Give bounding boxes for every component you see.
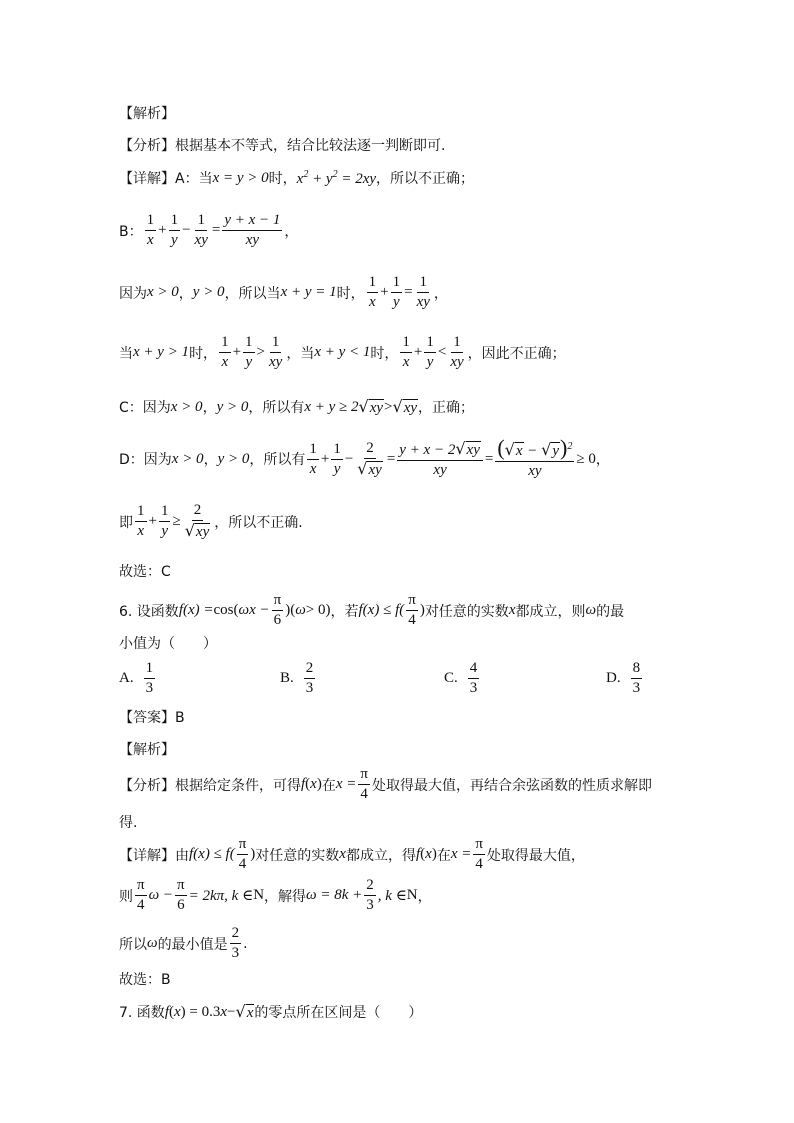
- equation-x2-y2: $x^2 + y^2 = 2xy$: [296, 168, 377, 187]
- detail-b3-line: 当 x + y > 1 时， $\frac{1}{x}$ + $\frac{1}{y}$ > $\frac{1}{xy}$ ，当 x + y < 1 时， $\frac{1}{x}$ + $\frac{1}{y}$ < $\frac{1}{xy}$ ，因此不正确；: [119, 334, 566, 370]
- option-b: B. $\frac{2}{3}$: [280, 660, 314, 696]
- option-a: A. $\frac{1}{3}$: [119, 660, 154, 696]
- q6-analysis-line: 【分析】 根据给定条件，可得 f ( x ) 在 x = $\frac{\pi}{4}$ 处取得最大值，再结合余弦函数的性质求解即: [119, 766, 652, 802]
- answer-line: 故选：C: [119, 564, 171, 580]
- fraction: $\frac{1}{x}$: [146, 212, 155, 248]
- fraction: $\frac{1}{y}$: [170, 212, 179, 248]
- analysis-heading-6: 【解析】: [119, 742, 175, 758]
- fraction: $\frac{y + x - 1}{xy}$: [224, 212, 281, 248]
- q6-analysis-cont: 得.: [119, 815, 138, 831]
- q6-answer-line: 故选：B: [119, 972, 171, 988]
- inequality-amgm: x + y ≥ 2: [304, 398, 359, 415]
- detail-b2-line: 因为 x > 0 ， y > 0 ，所以当 x + y = 1 时， $\frac{1}{x}$ + $\frac{1}{y}$ = $\frac{1}{xy}$ ，: [119, 274, 448, 310]
- option-c: C. $\frac{4}{3}$: [444, 660, 478, 696]
- answer-key: 【答案】B: [119, 710, 185, 726]
- fraction: $\frac{1}{xy}$: [194, 212, 208, 248]
- q6-detail-line-3: 所以 ω 的最小值是 $\frac{2}{3}$ .: [119, 925, 248, 961]
- q6-detail-line-2: 则 $\frac{\pi}{4}$ ω − $\frac{\pi}{6}$ = 2kπ, k ∈ N ，解得 ω = 8k + $\frac{2}{3}$ , k ∈ N ，: [119, 877, 432, 913]
- question-7-stem: 7. 函数 f ( x ) = 0.3 x − √ x 的零点所在区间是（ ）: [119, 1001, 423, 1021]
- detail-d-line: D：因为 x > 0 ， y > 0 ，所以有 $\frac{1}{x}$ + $\frac{1}{y}$ − 2 √ xy = y + x − 2 √ xy xy = ( √ x − √ y )$^2$ xy ≥ 0 ，: [119, 435, 610, 479]
- option-d: D. $\frac{8}{3}$: [606, 660, 641, 696]
- detail-a-line: 【详解】 A：当 x = y > 0 时， $x^2 + y^2 = 2xy$ ，所以不正确；: [119, 168, 475, 187]
- detail-d2-line: 即 $\frac{1}{x}$ + $\frac{1}{y}$ ≥ 2 √ xy ，所以不正确.: [119, 502, 303, 540]
- question-6-stem: 6. 设函数 f(x) = cos( ωx − $\frac{\pi}{6}$ )( ω > 0) ，若 f(x) ≤ f( $\frac{\pi}{4}$ ) 对任意的实数 x 都成立，则 ω 的最: [119, 592, 625, 628]
- analysis-heading: 【解析】: [119, 106, 175, 122]
- q6-detail-line: 【详解】 由 f(x) ≤ f( $\frac{\pi}{4}$ ) 对任意的实数 x 都成立，得 f ( x ) 在 x = $\frac{\pi}{4}$ 处取得最大值，: [119, 836, 585, 872]
- question-6-stem-cont: 小值为（ ）: [119, 636, 217, 652]
- detail-b-line: B： $\frac{1}{x}$ + $\frac{1}{y}$ − $\frac{1}{xy}$ = $\frac{y + x - 1}{xy}$ ，: [119, 212, 299, 248]
- detail-c-line: C：因为 x > 0 ， y > 0 ，所以有 x + y ≥ 2 √ xy > √ xy ，正确；: [119, 396, 475, 416]
- analysis-line: 【分析】 根据基本不等式，结合比较法逐一判断即可.: [119, 138, 446, 154]
- solution-header: [119, 103, 175, 123]
